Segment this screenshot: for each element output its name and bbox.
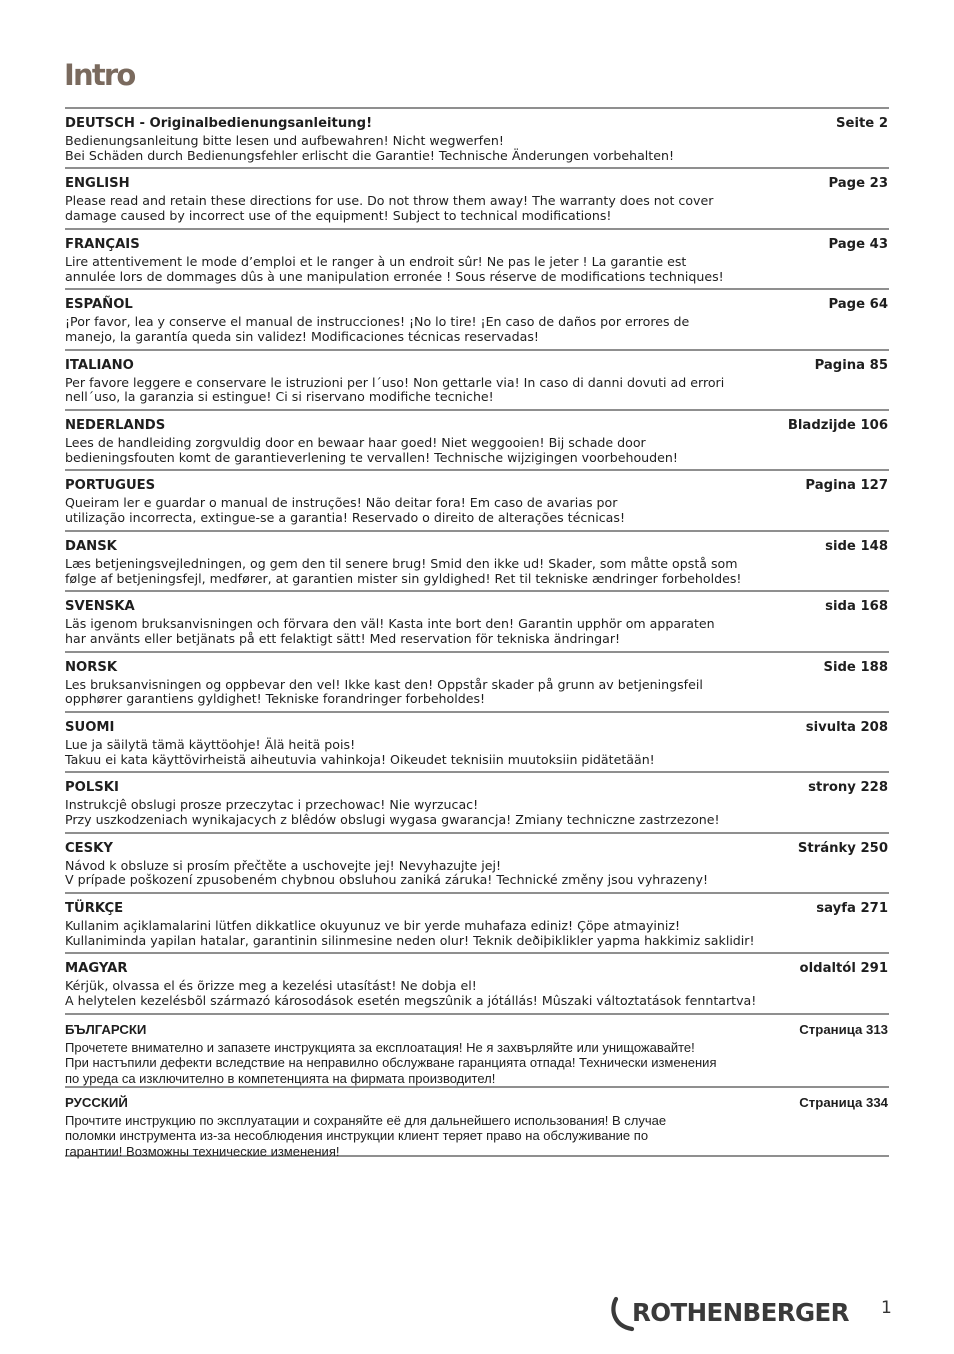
language-name: ESPAÑOL <box>65 297 133 313</box>
list-item <box>65 530 889 590</box>
instruction-text: Lue ja säilytä tämä käyttöohje! Älä heitä pois! Takuu ei kata käyttövirheistä aiheutuvia vahinkoja! Oikeudet teknisiin muutoksiin pidätetään! <box>65 736 655 767</box>
instruction-text: Lees de handleiding zorgvuldig door en bewaar haar goed! Niet weggooien! Bij schade door bedieningsfouten komt de garantieverlening te vervallen! Technische wijzigingen voorbehouden! <box>65 434 678 465</box>
list-item <box>65 409 889 469</box>
page-reference: Page 23 <box>828 176 888 192</box>
list-item <box>65 349 889 409</box>
instruction-text: Прочтите инструкцию по эксплуатации и сохраняйте её для дальнейшего использования! В случае поломки инструмента из-за несоблюдения инструкции клиент теряет право на обслуживание по гарантии! Возможны технические изменения! <box>65 1112 667 1159</box>
instruction-text: Instrukcjê obslugi prosze przeczytac i przechowac! Nie wyrzucac! Przy uszkodzeniach wynikajacych z blêdów obslugi wygasa gwarancja! Zmiany techniczne zastrzezone! <box>65 797 720 828</box>
language-name: PORTUGUES <box>65 478 156 494</box>
language-name: DEUTSCH - Originalbedienungsanleitung! <box>65 116 373 131</box>
instruction-text: Per favore leggere e conservare le istruzioni per l´uso! Non gettarle via! In caso di danni dovuti ad errori nell´uso, la garanzia si estingue! Ci si riservano modifiche tecniche! <box>65 374 725 405</box>
list-item <box>65 711 889 771</box>
language-name: DANSK <box>65 538 117 554</box>
page-reference: Страница 334 <box>799 1094 888 1110</box>
language-name: NEDERLANDS <box>65 417 166 433</box>
list-item <box>65 771 889 831</box>
page-reference: Seite 2 <box>836 116 888 131</box>
instruction-text: Návod k obsluze si prosím přečtěte a uschovejte jej! Nevyhazujte jej! V prípade poškození zpusobeném chybnou obsluhou zaniká záruka! Technické změny jsou vyhrazeny! <box>65 857 709 888</box>
language-name: TÜRKÇE <box>65 901 124 917</box>
instruction-text: Queiram ler e guardar o manual de instruções! Não deitar fora! Em caso de avarias por utilização incorrecta, extingue-se a garantia! Reservado o direito de alterações técnicas! <box>65 495 626 526</box>
instruction-text: Bedienungsanleitung bitte lesen und aufbewahren! Nicht wegwerfen! Bei Schäden durch Bedienungsfehler erlischt die Garantie! Technische Änderungen vorbehalten! <box>65 133 675 163</box>
list-item <box>65 1086 889 1157</box>
list-item <box>65 892 889 952</box>
language-index-list <box>65 107 889 1157</box>
language-name: ITALIANO <box>65 357 134 373</box>
page-reference: sivulta 208 <box>805 719 888 735</box>
page-reference: Pagina 85 <box>814 357 888 373</box>
language-name: MAGYAR <box>65 961 128 977</box>
language-name: NORSK <box>65 659 118 675</box>
list-item <box>65 167 889 227</box>
page-number: 1 <box>881 1298 892 1318</box>
instruction-text: Læs betjeningsvejledningen, og gem den til senere brug! Smid den ikke ud! Skader, som måtte opstå som følge af betjeningsfejl, medfører, at garantien mister sin gyldighed! Ret til tekniske ændringer forbeholdes! <box>65 555 742 586</box>
page-reference: oldaltól 291 <box>799 961 888 977</box>
list-item <box>65 1013 889 1086</box>
language-name: FRANÇAIS <box>65 236 140 252</box>
list-item <box>65 288 889 348</box>
list-item <box>65 651 889 711</box>
page-reference: sida 168 <box>825 599 888 615</box>
instruction-text: Kullanim açiklamalarini lütfen dikkatlice okuyunuz ve bir yerde muhafaza ediniz! Çöpe atmayiniz! Kullaniminda yapilan hatalar, garantinin silinmesine neden olur! Teknik deðiþiklikler yapma hakkimiz saklidir! <box>65 918 755 948</box>
instruction-text: Les bruksanvisningen og oppbevar den vel! Ikke kast den! Oppstår skader på grunn av betjeningsfeil opphører garantiens gyldighet! Tekniske forandringer forbeholdes! <box>65 676 703 707</box>
instruction-text: ¡Por favor, lea y conserve el manual de instrucciones! ¡No lo tire! ¡En caso de daños por errores de manejo, la garantía queda sin validez! Modificaciones técnicas reservadas! <box>65 314 690 344</box>
page-reference: Pagina 127 <box>805 478 888 494</box>
language-name: РУССКИЙ <box>65 1094 128 1110</box>
page-reference: strony 228 <box>808 780 888 796</box>
list-item <box>65 228 889 288</box>
language-name: SUOMI <box>65 719 115 735</box>
list-item <box>65 952 889 1012</box>
brand-name: ROTHENBERGER <box>632 1298 849 1327</box>
page-reference: Page 43 <box>828 236 888 252</box>
brand-logo <box>610 1296 890 1336</box>
instruction-text: Läs igenom bruksanvisningen och förvara den väl! Kasta inte bort den! Garantin upphör om apparaten har använts eller betjänats på ett felaktigt sätt! Med reservation för tekniska ändringar! <box>65 616 715 646</box>
page-reference: Bladzijde 106 <box>787 417 888 433</box>
page-title: Intro <box>64 58 135 92</box>
page-reference: Страница 313 <box>799 1021 888 1037</box>
language-name: БЪЛГАРСКИ <box>65 1021 147 1037</box>
instruction-text: Lire attentivement le mode d’emploi et le ranger à un endroit sûr! Ne pas le jeter ! La garantie est annulée lors de dommages dûs à une manipulation erronée ! Sous réserve de modifications techniques! <box>65 253 724 284</box>
language-name: CESKY <box>65 840 113 856</box>
instruction-text: Please read and retain these directions for use. Do not throw them away! The warranty does not cover damage caused by incorrect use of the equipment! Subject to technical modifications! <box>65 193 714 224</box>
list-item <box>65 469 889 529</box>
page-reference: Page 64 <box>828 297 888 313</box>
page-reference: Stránky 250 <box>797 840 888 856</box>
language-name: POLSKI <box>65 780 119 796</box>
list-item <box>65 590 889 650</box>
instruction-text: Kérjük, olvassa el és õrizze meg a kezelési utasítást! Ne dobja el! A helytelen kezelésbõl származó károsodások esetén megszûnik a jótállás! Mûszaki változtatások fenntartva! <box>65 978 757 1009</box>
page-reference: sayfa 271 <box>816 901 888 917</box>
instruction-text: Прочетете внимателно и запазете инструкцията за експлоатация! Не я захвърляйте или унищожавайте! При настъпили дефекти вследствие на неправилно обслужване гаранцията отпада! Технически изменения по уреда са изключително в компетенцията на фирмата производител! <box>65 1039 717 1086</box>
language-name: SVENSKA <box>65 599 135 615</box>
page-reference: side 148 <box>825 538 888 554</box>
list-item <box>65 832 889 892</box>
list-item <box>65 107 889 167</box>
language-name: ENGLISH <box>65 176 130 192</box>
page-reference: Side 188 <box>823 659 888 675</box>
